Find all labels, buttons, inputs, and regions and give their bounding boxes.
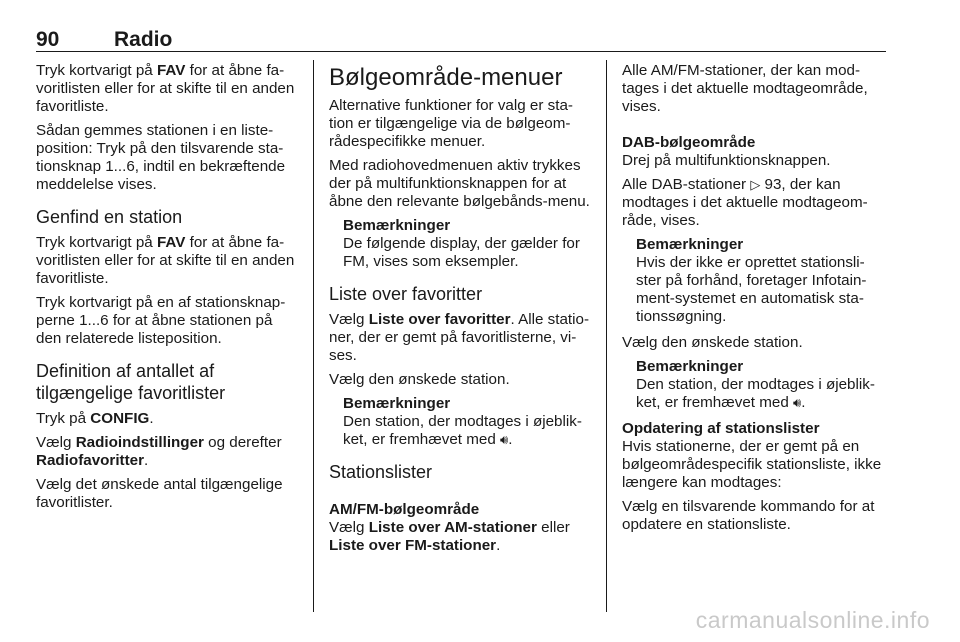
heading-genfind: Genfind en station	[36, 207, 183, 227]
paragraph: Sådan gemmes stationen i en liste-position: Tryk på den tilsvarende sta-tionsknap 1...6, indtil en bekræftende meddelelse vises.	[36, 122, 286, 193]
note-box: Bemærkninger Den station, der modtages i øjeblik-ket, er fremhævet med 🔊︎.	[636, 358, 875, 411]
paragraph: Vælg Liste over AM-stationer eller Liste over FM-stationer.	[329, 519, 570, 554]
paragraph: Alternative funktioner for valg er sta-tion er tilgængelige via de bølgeom-rådespecifikke menuer.	[329, 97, 573, 150]
paragraph: Tryk på CONFIG.	[36, 410, 154, 427]
speaker-icon: 🔊︎	[500, 432, 509, 447]
paragraph: Vælg Radioindstillinger og derefter Radiofavoritter.	[36, 434, 282, 469]
page-reference-icon[interactable]: ▷	[750, 177, 761, 192]
note-box: Bemærkninger Hvis der ikke er oprettet stationsli-ster på forhånd, foretager Infotain-ment-systemet en automatisk sta-tionssøgning.	[636, 236, 867, 325]
heading-liste-over-favoritter: Liste over favoritter	[329, 284, 483, 304]
heading-stationslister: Stationslister	[329, 462, 433, 482]
watermark: carmanualsonline.info	[695, 607, 930, 633]
heading-bolgeomrade-menuer: Bølgeområde-menuer	[329, 64, 563, 91]
paragraph: Med radiohovedmenuen aktiv trykkes der på multifunktionsknappen for at åbne den relevante bølgebånds-menu.	[329, 157, 590, 210]
page-number: 90	[36, 28, 60, 51]
heading-am-fm: AM/FM-bølgeområde	[329, 501, 480, 518]
paragraph: Drej på multifunktionsknappen.	[622, 152, 831, 169]
paragraph: Tryk kortvarigt på en af stationsknap-perne 1...6 for at åbne stationen på den relaterede listeposition.	[36, 294, 286, 347]
paragraph: Alle DAB-stationer ▷ 93, der kan modtages i det aktuelle modtageom-råde, vises.	[622, 176, 868, 229]
paragraph: Vælg det ønskede antal tilgængelige favoritlister.	[36, 476, 283, 511]
paragraph: Vælg en tilsvarende kommando for at opdatere en stationsliste.	[622, 498, 875, 533]
header-rule	[36, 51, 886, 52]
column-1	[36, 62, 298, 518]
paragraph: Tryk kortvarigt på FAV for at åbne fa-voritlisten eller for at skifte til en anden favoritliste.	[36, 62, 295, 115]
note-box: Bemærkninger De følgende display, der gælder for FM, vises som eksempler.	[343, 217, 580, 270]
column-2	[329, 62, 591, 561]
column-divider-1	[313, 60, 314, 612]
paragraph: Vælg den ønskede station.	[329, 371, 510, 388]
paragraph: Tryk kortvarigt på FAV for at åbne fa-voritlisten eller for at skifte til en anden favoritliste.	[36, 234, 295, 287]
paragraph: Vælg den ønskede station.	[622, 334, 803, 351]
heading-dab: DAB-bølgeområde	[622, 134, 756, 151]
heading-definition: Definition af antallet af tilgængelige favoritlister	[36, 361, 226, 403]
section-title: Radio	[114, 28, 173, 51]
speaker-icon: 🔊︎	[793, 395, 802, 410]
heading-opdatering: Opdatering af stationslister	[622, 420, 820, 437]
column-3	[622, 62, 890, 540]
note-box: Bemærkninger Den station, der modtages i øjeblik-ket, er fremhævet med 🔊︎.	[343, 395, 582, 448]
paragraph: Alle AM/FM-stationer, der kan mod-tages i det aktuelle modtageområde, vises.	[622, 62, 868, 115]
paragraph: Vælg Liste over favoritter. Alle statio-ner, der er gemt på favoritlisterne, vi-ses.	[329, 311, 590, 364]
paragraph: Hvis stationerne, der er gemt på en bølgeområdespecifik stationsliste, ikke længere kan modtages:	[622, 438, 882, 491]
column-divider-2	[606, 60, 607, 612]
